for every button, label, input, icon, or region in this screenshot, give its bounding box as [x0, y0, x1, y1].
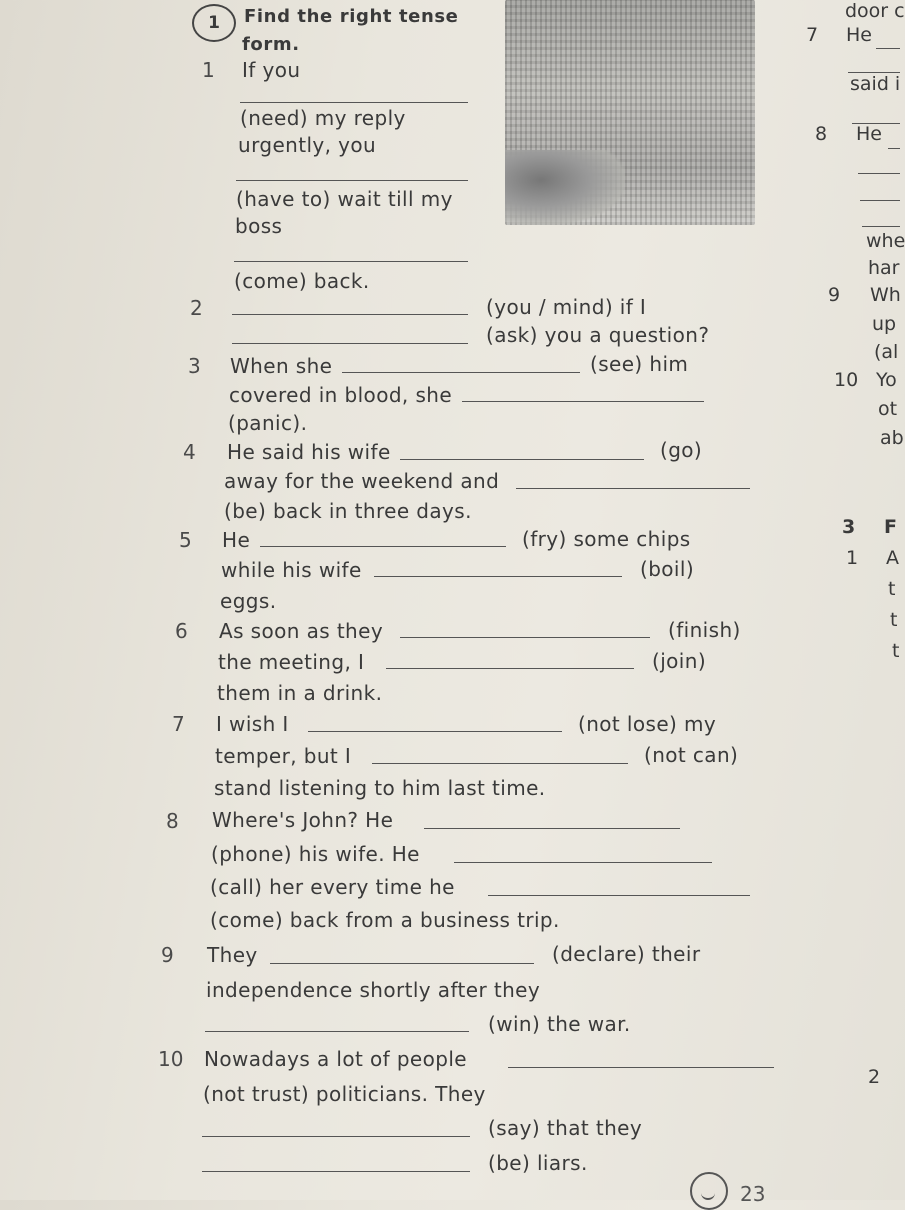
item-3-blank-2[interactable] — [462, 383, 704, 406]
item-6-text-b: (finish) — [668, 618, 741, 642]
item-10-blank-1[interactable] — [508, 1049, 774, 1072]
right-text-said: said i — [850, 73, 901, 95]
right-item-9-text: Wh — [870, 284, 901, 306]
item-9-number: 9 — [161, 943, 174, 967]
smiley-face-icon — [690, 1172, 728, 1210]
right-blank-4[interactable] — [888, 130, 900, 153]
item-3-text-b: (see) him — [590, 352, 689, 376]
item-6-blank-2[interactable] — [386, 650, 634, 673]
item-6-blank-1[interactable] — [400, 619, 650, 642]
item-9-text-d: (win) the war. — [488, 1012, 631, 1036]
item-3-number: 3 — [188, 354, 201, 378]
item-3-text-a: When she — [230, 354, 333, 378]
item-2-text-a: (you / mind) if I — [486, 295, 647, 319]
right-text-up: up — [872, 313, 897, 335]
item-8-text-a: Where's John? He — [212, 808, 394, 832]
item-8-text-d: (come) back from a business trip. — [210, 908, 560, 932]
right-blank-5[interactable] — [858, 155, 900, 178]
right-exercise-3-title: F — [884, 516, 897, 538]
item-5-text-e: eggs. — [220, 589, 277, 613]
right-item-1-number: 1 — [846, 547, 859, 569]
item-7-number: 7 — [172, 712, 185, 736]
item-4-text-c: away for the weekend and — [224, 469, 500, 493]
item-5-text-c: while his wife — [221, 558, 362, 582]
item-10-blank-3[interactable] — [202, 1153, 470, 1176]
right-text-t2: t — [890, 609, 898, 631]
item-4-text-b: (go) — [660, 438, 703, 462]
item-7-blank-1[interactable] — [308, 713, 562, 736]
item-1-blank-1[interactable] — [240, 84, 468, 107]
item-3-text-c: covered in blood, she — [229, 383, 453, 407]
item-10-number: 10 — [158, 1047, 184, 1071]
item-5-blank-2[interactable] — [374, 558, 622, 581]
item-10-text-d: (be) liars. — [488, 1151, 588, 1175]
right-blank-7[interactable] — [862, 208, 900, 231]
right-blank-1[interactable] — [876, 30, 900, 53]
item-8-blank-3[interactable] — [488, 877, 750, 900]
right-item-7-text: He — [846, 24, 872, 46]
right-text-al: (al — [874, 341, 899, 363]
item-9-text-a: They — [207, 943, 258, 967]
right-text-ab: ab — [880, 427, 904, 449]
item-7-text-d: (not can) — [644, 743, 739, 767]
item-4-blank-2[interactable] — [516, 470, 750, 493]
item-4-text-a: He said his wife — [227, 440, 391, 464]
exercise-title-line2: form. — [242, 34, 300, 55]
item-5-text-b: (fry) some chips — [522, 527, 691, 551]
item-5-text-d: (boil) — [640, 557, 695, 581]
item-5-text-a: He — [222, 528, 251, 552]
item-5-number: 5 — [179, 528, 192, 552]
item-3-blank-1[interactable] — [342, 354, 580, 377]
item-1-text-c: urgently, you — [238, 133, 377, 157]
item-8-blank-2[interactable] — [454, 844, 712, 867]
item-2-blank-1[interactable] — [232, 296, 468, 319]
right-item-1-text: A — [886, 547, 899, 569]
item-3-text-d: (panic). — [228, 411, 308, 435]
item-6-text-a: As soon as they — [219, 619, 384, 643]
right-item-2-number: 2 — [868, 1066, 881, 1088]
illustration-shadow — [505, 150, 625, 225]
item-1-text-f: (come) back. — [234, 269, 370, 293]
item-8-text-c: (call) her every time he — [210, 875, 455, 899]
right-blank-6[interactable] — [860, 182, 900, 205]
right-item-9-number: 9 — [828, 284, 841, 306]
item-4-blank-1[interactable] — [400, 441, 644, 464]
item-7-text-e: stand listening to him last time. — [214, 776, 546, 800]
item-4-text-d: (be) back in three days. — [224, 499, 472, 523]
right-text-whe: whe — [866, 230, 905, 252]
right-item-10-text: Yo — [876, 369, 897, 391]
item-1-number: 1 — [202, 58, 215, 82]
item-2-number: 2 — [190, 296, 203, 320]
item-4-number: 4 — [183, 440, 196, 464]
exercise-number-badge: 1 — [192, 4, 236, 42]
item-8-number: 8 — [166, 809, 179, 833]
item-2-blank-2[interactable] — [232, 325, 468, 348]
item-1-text-a: If you — [242, 58, 301, 82]
item-6-text-d: (join) — [652, 649, 707, 673]
item-7-blank-2[interactable] — [372, 745, 628, 768]
item-7-text-b: (not lose) my — [578, 712, 717, 736]
item-8-text-b: (phone) his wife. He — [211, 842, 420, 866]
item-6-text-c: the meeting, I — [218, 650, 365, 674]
item-1-blank-2[interactable] — [236, 162, 468, 185]
item-10-text-b: (not trust) politicians. They — [203, 1082, 486, 1106]
right-text-t3: t — [892, 640, 900, 662]
item-8-blank-1[interactable] — [424, 810, 680, 833]
item-2-text-b: (ask) you a question? — [486, 323, 710, 347]
right-item-8-number: 8 — [815, 123, 828, 145]
item-7-text-a: I wish I — [216, 712, 289, 736]
item-10-blank-2[interactable] — [202, 1118, 470, 1141]
item-5-blank-1[interactable] — [260, 528, 506, 551]
right-item-7-number: 7 — [806, 24, 819, 46]
item-9-blank-2[interactable] — [205, 1013, 469, 1036]
item-10-text-a: Nowadays a lot of people — [204, 1047, 468, 1071]
right-text-ot: ot — [878, 398, 898, 420]
right-text-har: har — [868, 257, 900, 279]
right-text-door: door c — [845, 0, 905, 22]
item-6-number: 6 — [175, 619, 188, 643]
item-1-blank-3[interactable] — [234, 243, 468, 266]
right-item-10-number: 10 — [834, 369, 859, 391]
page-number: 23 — [740, 1182, 766, 1206]
item-1-text-b: (need) my reply — [240, 106, 406, 130]
item-6-text-e: them in a drink. — [217, 681, 383, 705]
item-1-text-d: (have to) wait till my — [236, 187, 453, 211]
item-9-text-b: (declare) their — [552, 942, 701, 966]
right-exercise-3-number: 3 — [842, 516, 856, 538]
item-9-text-c: independence shortly after they — [206, 978, 541, 1002]
right-text-t1: t — [888, 578, 896, 600]
exercise-title-line1: Find the right tense — [244, 6, 459, 27]
item-10-text-c: (say) that they — [488, 1116, 643, 1140]
item-1-text-e: boss — [235, 214, 283, 238]
item-9-blank-1[interactable] — [270, 945, 534, 968]
right-item-8-text: He — [856, 123, 882, 145]
item-7-text-c: temper, but I — [215, 744, 352, 768]
